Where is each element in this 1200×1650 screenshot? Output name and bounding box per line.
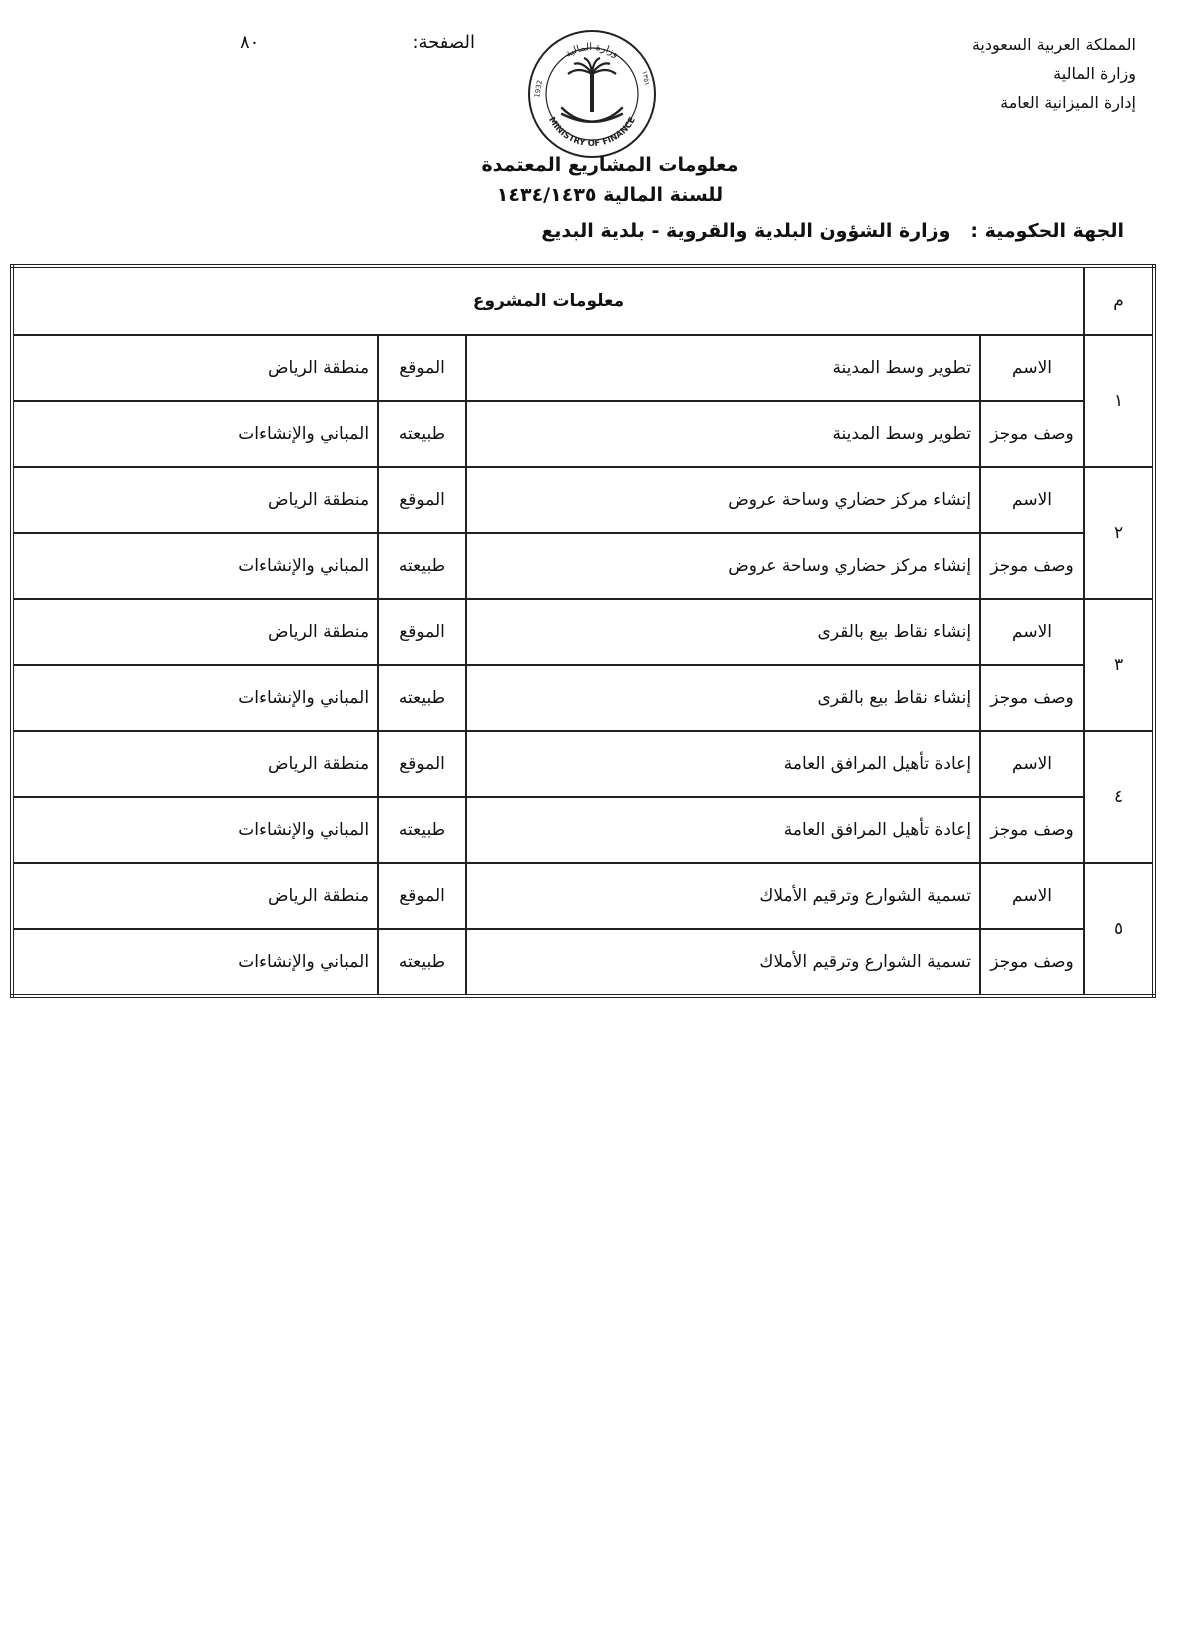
document-title [0, 150, 1200, 210]
project-description: تسمية الشوارع وترقيم الأملاك [466, 929, 980, 996]
svg-text:وزارة المالية [563, 42, 620, 60]
seal-top-text: وزارة المالية [563, 41, 621, 60]
project-name: تطوير وسط المدينة [466, 335, 980, 401]
palm-tree-icon [568, 58, 616, 112]
description-label: وصف موجز [980, 533, 1084, 599]
project-name: إنشاء نقاط بيع بالقرى [466, 599, 980, 665]
department-name: إدارة الميزانية العامة [1000, 93, 1136, 112]
project-row-description [12, 401, 1154, 467]
col-project-info-header: معلومات المشروع [12, 266, 1084, 335]
project-row-description [12, 797, 1154, 863]
project-nature: المباني والإنشاءات [12, 533, 378, 599]
title-line-2: للسنة المالية ١٤٣٤/١٤٣٥ [496, 184, 724, 206]
project-row-name [12, 863, 1154, 929]
nature-label: طبيعته [378, 929, 466, 996]
project-nature: المباني والإنشاءات [12, 929, 378, 996]
kingdom-name: المملكة العربية السعودية [971, 35, 1136, 54]
nature-label: طبيعته [378, 401, 466, 467]
project-nature: المباني والإنشاءات [12, 401, 378, 467]
page-number: ٨٠ [240, 32, 260, 53]
description-label: وصف موجز [980, 401, 1084, 467]
ministry-of-finance-seal-icon [526, 28, 658, 160]
government-entity [541, 220, 1124, 242]
project-location: منطقة الرياض [12, 467, 378, 533]
project-description: إعادة تأهيل المرافق العامة [466, 797, 980, 863]
project-nature: المباني والإنشاءات [12, 797, 378, 863]
nature-label: طبيعته [378, 797, 466, 863]
col-number-header: م [1084, 266, 1154, 335]
project-description: إنشاء نقاط بيع بالقرى [466, 665, 980, 731]
project-number: ١ [1084, 335, 1154, 467]
project-description: تطوير وسط المدينة [466, 401, 980, 467]
ministry-name: وزارة المالية [1053, 64, 1136, 83]
table-header-row [12, 266, 1154, 335]
name-label: الاسم [980, 731, 1084, 797]
description-label: وصف موجز [980, 665, 1084, 731]
header-org-block [972, 30, 1136, 117]
projects-table [10, 264, 1156, 998]
project-name: إعادة تأهيل المرافق العامة [466, 731, 980, 797]
project-number: ٢ [1084, 467, 1154, 599]
project-row-name [12, 599, 1154, 665]
nature-label: طبيعته [378, 533, 466, 599]
location-label: الموقع [378, 335, 466, 401]
project-location: منطقة الرياض [12, 863, 378, 929]
page-label: الصفحة: [412, 32, 475, 53]
seal-bottom-text: MINISTRY OF FINANCE [546, 115, 638, 150]
project-location: منطقة الرياض [12, 599, 378, 665]
government-entity-value: وزارة الشؤون البلدية والقروية - بلدية البديع [541, 220, 951, 242]
seal-year-right: ١٣٥١ [640, 70, 651, 87]
title-line-1: معلومات المشاريع المعتمدة [481, 154, 739, 176]
name-label: الاسم [980, 599, 1084, 665]
project-row-name [12, 731, 1154, 797]
project-number: ٣ [1084, 599, 1154, 731]
name-label: الاسم [980, 863, 1084, 929]
description-label: وصف موجز [980, 797, 1084, 863]
project-location: منطقة الرياض [12, 731, 378, 797]
project-row-description [12, 929, 1154, 996]
project-number: ٥ [1084, 863, 1154, 996]
project-row-description [12, 665, 1154, 731]
page-number-block [240, 32, 475, 62]
project-row-name [12, 335, 1154, 401]
project-name: إنشاء مركز حضاري وساحة عروض [466, 467, 980, 533]
location-label: الموقع [378, 863, 466, 929]
government-entity-label: الجهة الحكومية : [970, 220, 1124, 242]
project-name: تسمية الشوارع وترقيم الأملاك [466, 863, 980, 929]
project-row-name [12, 467, 1154, 533]
project-nature: المباني والإنشاءات [12, 665, 378, 731]
seal-year-left: 1932 [533, 79, 545, 99]
project-number: ٤ [1084, 731, 1154, 863]
name-label: الاسم [980, 335, 1084, 401]
location-label: الموقع [378, 599, 466, 665]
project-row-description [12, 533, 1154, 599]
project-description: إنشاء مركز حضاري وساحة عروض [466, 533, 980, 599]
name-label: الاسم [980, 467, 1084, 533]
description-label: وصف موجز [980, 929, 1084, 996]
location-label: الموقع [378, 731, 466, 797]
nature-label: طبيعته [378, 665, 466, 731]
location-label: الموقع [378, 467, 466, 533]
project-location: منطقة الرياض [12, 335, 378, 401]
